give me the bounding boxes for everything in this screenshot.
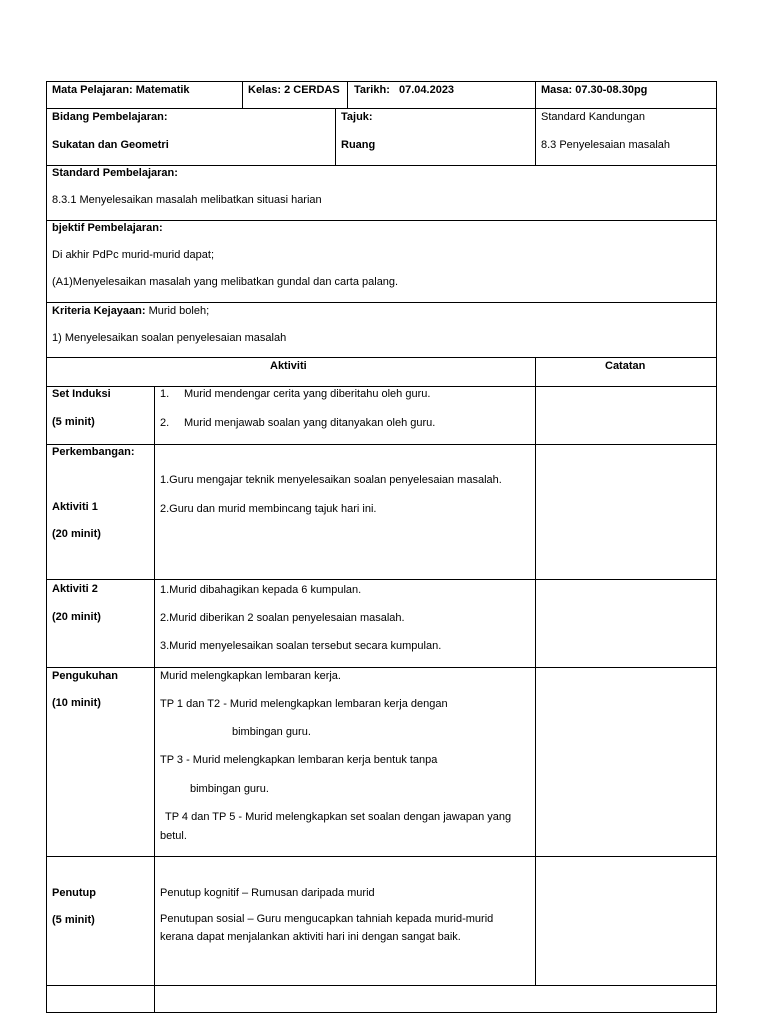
pengukuhan-line-2: TP 1 dan T2 - Murid melengkapkan lembaran kerja dengan [160,698,448,710]
aktiviti-1-title: Aktiviti 1 [52,501,98,513]
objective-line-2: (A1)Menyelesaikan masalah yang melibatkan gundal dan carta palang. [52,276,399,288]
set-induksi-item-1-num: 1. [160,388,170,400]
pengukuhan-duration: (10 minit) [52,697,101,709]
pengukuhan-line-6: TP 4 dan TP 5 - Murid melengkapkan set soalan dengan jawapan yang [165,811,512,823]
pengukuhan-line-4: TP 3 - Murid melengkapkan lembaran kerja bentuk tanpa [160,754,438,766]
aktiviti-1-duration: (20 minit) [52,528,101,540]
aktiviti-1-line-1: 1.Guru mengajar teknik menyelesaikan soalan penyelesaian masalah. [160,474,502,486]
penutup-duration: (5 minit) [52,914,95,926]
perkembangan-notes-cell [535,444,717,580]
objective-label: bjektif Pembelajaran: [52,222,163,234]
penutup-notes-cell [535,856,717,986]
set-induksi-duration: (5 minit) [52,416,95,428]
aktiviti-2-duration: (20 minit) [52,611,101,623]
date-label: Tarikh: [354,84,390,96]
set-induksi-notes-cell [535,386,717,445]
aktiviti-2-line-3: 3.Murid menyelesaikan soalan tersebut secara kumpulan. [160,640,442,652]
objective-line-1: Di akhir PdPc murid-murid dapat; [52,249,215,261]
topic-value: Ruang [341,139,376,151]
learning-standard-value: 8.3.1 Menyelesaikan masalah melibatkan situasi harian [52,194,322,206]
empty-label-cell [46,985,155,1013]
set-induksi-item-1: Murid mendengar cerita yang diberitahu oleh guru. [184,388,431,400]
aktiviti-2-notes-cell [535,579,717,668]
pengukuhan-line-5: bimbingan guru. [190,783,269,795]
class-text: Kelas: 2 CERDAS [248,84,340,96]
aktiviti-2-line-1: 1.Murid dibahagikan kepada 6 kumpulan. [160,584,362,596]
penutup-line-2: Penutupan sosial – Guru mengucapkan tahniah kepada murid-murid [160,913,494,925]
field-value: Sukatan dan Geometri [52,139,169,151]
empty-activity-cell [154,985,717,1013]
penutup-title: Penutup [52,887,96,899]
pengukuhan-line-7: betul. [160,830,187,842]
notes-header: Catatan [605,360,646,372]
aktiviti-2-line-2: 2.Murid diberikan 2 soalan penyelesaian masalah. [160,612,405,624]
set-induksi-item-2-num: 2. [160,417,170,429]
criteria-label-rest: Murid boleh; [145,305,210,317]
criteria-line-1: 1) Menyelesaikan soalan penyelesaian masalah [52,332,287,344]
set-induksi-title: Set Induksi [52,388,111,400]
date-value: 07.04.2023 [399,84,455,96]
aktiviti-1-line-2: 2.Guru dan murid membincang tajuk hari ini. [160,503,377,515]
pengukuhan-line-1: Murid melengkapkan lembaran kerja. [160,670,341,682]
time-text: Masa: 07.30-08.30pg [541,84,648,96]
penutup-line-1: Penutup kognitif – Rumusan daripada murid [160,887,375,899]
pengukuhan-label-cell [46,667,155,857]
set-induksi-item-2: Murid menjawab soalan yang ditanyakan oleh guru. [184,417,436,429]
field-label: Bidang Pembelajaran: [52,111,168,123]
pengukuhan-notes-cell [535,667,717,857]
aktiviti-2-title: Aktiviti 2 [52,583,98,595]
subject-text: Mata Pelajaran: Matematik [52,84,190,96]
penutup-line-3: kerana dapat menjalankan aktiviti hari ini dengan sangat baik. [160,931,461,943]
activity-header: Aktiviti [270,360,307,372]
pengukuhan-title: Pengukuhan [52,670,119,682]
topic-label: Tajuk: [341,111,373,123]
perkembangan-title: Perkembangan: [52,446,135,458]
learning-standard-label: Standard Pembelajaran: [52,167,178,179]
criteria-label: Kriteria Kejayaan: [52,305,146,317]
pengukuhan-line-3: bimbingan guru. [232,726,311,738]
criteria-heading [52,305,209,318]
content-standard-value: 8.3 Penyelesaian masalah [541,139,671,151]
content-standard-label: Standard Kandungan [541,111,645,123]
